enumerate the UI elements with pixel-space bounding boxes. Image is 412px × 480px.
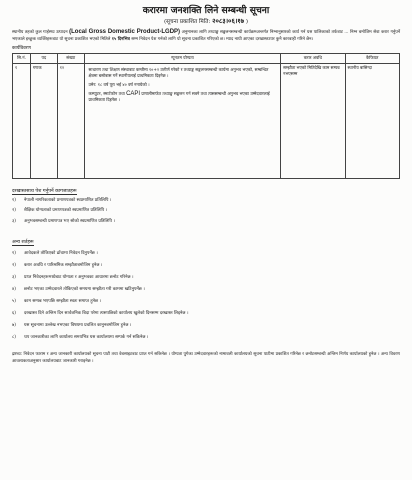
list-item [12, 198, 400, 205]
list-item [12, 323, 400, 330]
item-text: आवेदकले तोकिएको ढाँचामा निवेदन दिनुपर्नेछ । [24, 250, 98, 256]
subtitle-prefix: (सूचना प्रकाशित मिति: [163, 19, 211, 25]
column-header-remarks: कैफियत [345, 54, 400, 63]
item-number: १) [12, 197, 16, 203]
qualification-3-prefix: कम्प्युटर, स्मार्टफोन तथा [88, 91, 125, 97]
list-item [12, 287, 400, 294]
cell-sn: १ [13, 63, 31, 178]
cell-remarks: स्थानीय बासिन्दा [345, 63, 400, 178]
capi-label: CAPI [126, 91, 141, 98]
item-number: ८) [12, 334, 16, 340]
list-item [12, 208, 400, 215]
intro-deadline: १५ दिनभित्र [111, 36, 130, 42]
subtitle-suffix: ) [245, 19, 249, 25]
column-header-qualification: न्यूनतम योग्यता [84, 54, 281, 63]
list-item [12, 311, 400, 318]
qualification-point-1: साधारण तथा शिक्षण संस्थाबाट कम्तीमा १०+२ उत्तीर्ण गरेको र तथ्याङ्क सङ्कलनसम्बन्धी कार्यमा अनुभव भएको, सम्बन्धित क्षेत्रमा बसोबास गर्ने स्थानीयलाई प्राथमिकता दिइनेछ । [88, 66, 269, 78]
item-text: थप जानकारीका लागि कार्यालय समयभित्र यस कार्यालयमा सम्पर्क गर्न सकिनेछ । [24, 334, 149, 340]
item-number: ५) [12, 298, 16, 304]
list-item [12, 263, 400, 270]
cell-post: गणक [30, 63, 57, 178]
cell-duration: सम्झौता भएको मितिदेखि काम सम्पन्न नभएसम्म [281, 63, 345, 178]
publish-date: २०८३।०६।१७ [212, 17, 245, 25]
column-header-sn: सि.नं. [13, 54, 31, 63]
table-row [13, 63, 400, 178]
list-item [12, 251, 400, 258]
documents-heading: दरखास्तसाथ पेश गर्नुपर्ने कागजातहरू [12, 188, 77, 194]
column-header-duration: करार अवधि [281, 54, 345, 63]
item-number: १) [12, 250, 16, 256]
item-text: शैक्षिक योग्यताको प्रमाणपत्रको स्वप्रमाणित प्रतिलिपि । [24, 208, 108, 214]
item-number: ३) [12, 218, 16, 224]
list-item [12, 335, 400, 342]
item-number: २) [12, 262, 16, 268]
notice-subtitle [12, 17, 400, 27]
item-text: यस सूचनामा उल्लेख नभएका विषयमा प्रचलित कानुनबमोजिम हुनेछ । [24, 322, 132, 328]
list-item [12, 219, 400, 226]
item-text: दरखास्त दिने अन्तिम दिन सार्वजनिक बिदा परेमा त्यसपछिको कार्यालय खुलेको दिनसम्म दरखास्त लिइनेछ । [24, 310, 189, 316]
intro-paragraph [12, 29, 400, 43]
conditions-list [12, 251, 400, 342]
item-number: २) [12, 208, 16, 214]
column-header-qty: संख्या [57, 54, 84, 63]
conditions-heading: अन्य शर्तहरू [12, 240, 34, 246]
item-text: करार अवधि र पारिश्रमिक सम्झौताबमोजिम हुनेछ । [24, 262, 103, 268]
work-section-heading: कार्यविवरण [12, 46, 31, 52]
cell-qty: १२ [57, 63, 84, 178]
work-table [12, 53, 400, 178]
column-header-post: पद [30, 54, 57, 63]
cell-qualification [84, 63, 281, 178]
work-table-header [13, 54, 400, 63]
item-number: ४) [12, 286, 16, 292]
list-item [12, 299, 400, 306]
item-text: छनोट भएका उम्मेदवारले तोकिएको समयमा सम्झौता गरी काममा खटिनुपर्नेछ । [24, 286, 145, 292]
intro-part-3: सम्म निवेदन पेश गर्नको लागि यो सूचना प्रकाशित गरिएको छ। म्याद नाघी आएका दरखास्तउपर कुनै कारबाही गरिने छैन। [131, 36, 314, 42]
qualification-point-2: उमेर: १८ वर्ष पूरा भई ४० वर्ष ननाघेको । [88, 82, 150, 88]
item-text: काम सम्पन्न भएपछि सम्झौता स्वतः समाप्त हुनेछ । [24, 298, 102, 304]
list-item [12, 275, 400, 282]
intro-english: (Local Gross Domestic Product-LGDP) [69, 29, 181, 35]
item-number: ६) [12, 310, 16, 316]
item-number: ३) [12, 274, 16, 280]
intro-part-2: अनुमानका लागि तथ्याङ्क सङ्कलनसम्बन्धी कार्यक्रमअन्तर्गत निम्नानुसारको कार्य गर्न यस पालिकाको तर्फबाट ... निम्न बमोजिम सेवा करार गर्नुपर्ने भएकाले इच्छुक व्यक्तिहरूबाट यो सूचना प्रकाशित भएको मितिले [12, 30, 400, 42]
documents-list [12, 198, 400, 226]
intro-part-1: स्थानीय तहको कुल गार्हस्थ्य उत्पादन [12, 30, 68, 35]
item-number: ७) [12, 322, 16, 328]
qualification-3-suffix: प्रणालीमार्फत तथ्याङ्क सङ्कलन गर्न सक्ने तथा त्यससम्बन्धी अनुभव भएका उम्मेदवारलाई प्राथमिकता दिइनेछ । [88, 91, 270, 103]
notice-title: करारमा जनशक्ति लिने सम्बन्धी सूचना [142, 5, 270, 16]
item-text: नेपाली नागरिकताको प्रमाणपत्रको स्वप्रमाणित प्रतिलिपि । [24, 197, 112, 203]
item-text: प्राप्त निवेदनहरूमध्येबाट योग्यता र अनुभवका आधारमा छनोट गरिनेछ । [24, 274, 134, 280]
footer-note: द्रष्टव्य: निवेदन फाराम र अन्य जानकारी कार्यालयको सूचना पाटी तथा वेबसाइटबाट प्राप्त गर्न सकिनेछ । योग्यता पुगेका उम्मेदवारहरूको नामावली कार्यालयको सूचना पाटीमा प्रकाशित गरिनेछ र छनोटसम्बन्धी अन्तिम निर्णय कार्यालयको हुनेछ । अन्य विवरण आवश्यकताअनुसार कार्यालयबाट जानकारी गराइनेछ । [12, 352, 400, 364]
qualification-point-3 [89, 91, 277, 103]
item-text: अनुभवसम्बन्धी प्रमाणपत्र भए सोको स्वप्रमाणित प्रतिलिपि । [24, 218, 115, 224]
